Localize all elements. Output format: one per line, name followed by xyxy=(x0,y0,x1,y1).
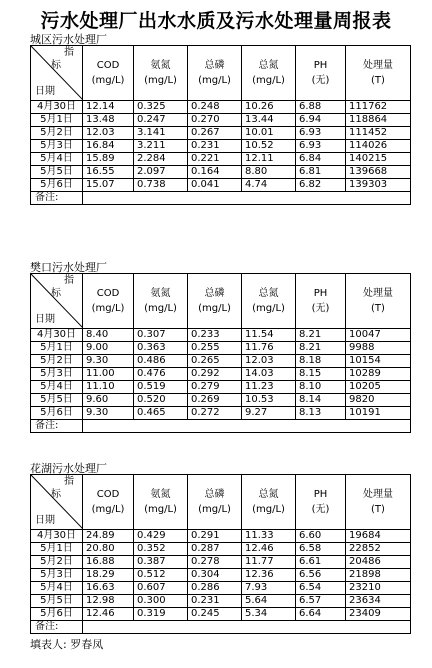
ammonia-cell: 0.607 xyxy=(134,582,188,595)
table-row xyxy=(31,394,411,407)
total-nitrogen-cell: 4.74 xyxy=(242,179,296,192)
date-cell: 5月6日 xyxy=(31,407,83,420)
volume-cell: 111452 xyxy=(346,127,411,140)
ammonia-cell: 3.141 xyxy=(134,127,188,140)
total-nitrogen-cell: 10.53 xyxy=(242,394,296,407)
total-nitrogen-cell: 12.46 xyxy=(242,543,296,556)
ph-cell: 6.60 xyxy=(296,530,346,543)
corner-header-cell xyxy=(31,475,83,530)
column-name: 总氮 xyxy=(258,60,279,71)
volume-cell: 23409 xyxy=(346,608,411,621)
cod-cell: 12.14 xyxy=(83,101,134,114)
total-phosphorus-cell: 0.279 xyxy=(188,381,242,394)
total-nitrogen-cell: 11.76 xyxy=(242,342,296,355)
date-cell: 5月2日 xyxy=(31,556,83,569)
column-name: PH xyxy=(313,288,328,299)
column-unit: (mg/L) xyxy=(252,75,285,86)
ph-cell: 6.61 xyxy=(296,556,346,569)
total-phosphorus-cell: 0.304 xyxy=(188,569,242,582)
cod-cell: 15.07 xyxy=(83,179,134,192)
column-unit: (mg/L) xyxy=(252,504,285,515)
volume-cell: 10154 xyxy=(346,355,411,368)
column-header-cod xyxy=(83,274,134,329)
remark-row xyxy=(31,420,411,433)
total-phosphorus-cell: 0.245 xyxy=(188,608,242,621)
ph-cell: 8.21 xyxy=(296,329,346,342)
total-nitrogen-cell: 5.34 xyxy=(242,608,296,621)
column-name: COD xyxy=(96,60,120,71)
column-header-ph xyxy=(296,46,346,101)
total-phosphorus-cell: 0.278 xyxy=(188,556,242,569)
ph-cell: 6.81 xyxy=(296,166,346,179)
column-header-volume xyxy=(346,274,411,329)
column-name: 总氮 xyxy=(258,288,279,299)
table-row xyxy=(31,530,411,543)
ammonia-cell: 0.300 xyxy=(134,595,188,608)
corner-label-indicator: 指 xyxy=(64,275,74,286)
date-cell: 4月30日 xyxy=(31,329,83,342)
ammonia-cell: 0.738 xyxy=(134,179,188,192)
date-cell: 5月5日 xyxy=(31,166,83,179)
cod-cell: 16.88 xyxy=(83,556,134,569)
table-row xyxy=(31,595,411,608)
total-nitrogen-cell: 11.33 xyxy=(242,530,296,543)
ph-cell: 6.84 xyxy=(296,153,346,166)
cod-cell: 9.30 xyxy=(83,355,134,368)
date-cell: 4月30日 xyxy=(31,530,83,543)
total-nitrogen-cell: 13.44 xyxy=(242,114,296,127)
ammonia-cell: 0.429 xyxy=(134,530,188,543)
corner-label-date: 日期 xyxy=(35,515,55,526)
cod-cell: 12.03 xyxy=(83,127,134,140)
cod-cell: 8.40 xyxy=(83,329,134,342)
column-header-ph xyxy=(296,475,346,530)
table-row xyxy=(31,569,411,582)
column-name: COD xyxy=(96,489,120,500)
column-header-volume xyxy=(346,475,411,530)
column-name: 总磷 xyxy=(204,60,225,71)
corner-label-mark: 标 xyxy=(51,489,61,500)
column-name: 氨氮 xyxy=(150,60,171,71)
date-cell: 5月3日 xyxy=(31,569,83,582)
ph-cell: 6.54 xyxy=(296,582,346,595)
corner-label-mark: 标 xyxy=(51,60,61,71)
column-unit: (mg/L) xyxy=(198,303,231,314)
ph-cell: 8.18 xyxy=(296,355,346,368)
remark-label: 备注: xyxy=(31,192,83,205)
table-row xyxy=(31,153,411,166)
volume-cell: 9820 xyxy=(346,394,411,407)
column-header-cod xyxy=(83,46,134,101)
date-cell: 5月2日 xyxy=(31,127,83,140)
total-nitrogen-cell: 10.52 xyxy=(242,140,296,153)
section-name-chengqu: 城区污水处理厂 xyxy=(30,33,107,46)
filler-signature: 填表人: 罗春凤 xyxy=(30,638,104,651)
ammonia-cell: 2.097 xyxy=(134,166,188,179)
table-row xyxy=(31,329,411,342)
total-phosphorus-cell: 0.287 xyxy=(188,543,242,556)
report-table-fankou xyxy=(30,273,411,433)
date-cell: 5月5日 xyxy=(31,394,83,407)
column-name: PH xyxy=(313,60,328,71)
remark-label: 备注: xyxy=(31,621,83,634)
volume-cell: 21898 xyxy=(346,569,411,582)
total-nitrogen-cell: 8.80 xyxy=(242,166,296,179)
ammonia-cell: 0.476 xyxy=(134,368,188,381)
volume-cell: 114026 xyxy=(346,140,411,153)
total-phosphorus-cell: 0.231 xyxy=(188,595,242,608)
volume-cell: 9988 xyxy=(346,342,411,355)
column-unit: (mg/L) xyxy=(198,75,231,86)
cod-cell: 16.84 xyxy=(83,140,134,153)
ph-cell: 6.88 xyxy=(296,101,346,114)
total-phosphorus-cell: 0.248 xyxy=(188,101,242,114)
column-name: COD xyxy=(96,288,120,299)
table-row xyxy=(31,355,411,368)
total-phosphorus-cell: 0.269 xyxy=(188,394,242,407)
column-header-ph xyxy=(296,274,346,329)
ph-cell: 6.94 xyxy=(296,114,346,127)
section-name-fankou: 樊口污水处理厂 xyxy=(30,261,107,274)
column-header-ammonia xyxy=(134,274,188,329)
volume-cell: 139303 xyxy=(346,179,411,192)
total-phosphorus-cell: 0.267 xyxy=(188,127,242,140)
cod-cell: 24.89 xyxy=(83,530,134,543)
date-cell: 5月1日 xyxy=(31,114,83,127)
total-phosphorus-cell: 0.286 xyxy=(188,582,242,595)
column-unit: (mg/L) xyxy=(91,75,125,86)
volume-cell: 10205 xyxy=(346,381,411,394)
total-nitrogen-cell: 12.36 xyxy=(242,569,296,582)
total-phosphorus-cell: 0.221 xyxy=(188,153,242,166)
header-row xyxy=(31,274,411,329)
cod-cell: 11.00 xyxy=(83,368,134,381)
corner-header-cell xyxy=(31,46,83,101)
total-phosphorus-cell: 0.270 xyxy=(188,114,242,127)
cod-cell: 9.00 xyxy=(83,342,134,355)
date-cell: 5月3日 xyxy=(31,368,83,381)
column-name: 总磷 xyxy=(204,489,225,500)
ammonia-cell: 0.319 xyxy=(134,608,188,621)
ammonia-cell: 0.247 xyxy=(134,114,188,127)
table-row xyxy=(31,543,411,556)
ph-cell: 6.93 xyxy=(296,127,346,140)
date-cell: 5月4日 xyxy=(31,582,83,595)
volume-cell: 23634 xyxy=(346,595,411,608)
column-unit: (mg/L) xyxy=(144,303,177,314)
header-row xyxy=(31,475,411,530)
table-row xyxy=(31,166,411,179)
volume-cell: 10289 xyxy=(346,368,411,381)
ammonia-cell: 0.519 xyxy=(134,381,188,394)
ammonia-cell: 2.284 xyxy=(134,153,188,166)
total-nitrogen-cell: 12.03 xyxy=(242,355,296,368)
column-unit: (mg/L) xyxy=(91,504,125,515)
cod-cell: 15.89 xyxy=(83,153,134,166)
cod-cell: 9.30 xyxy=(83,407,134,420)
ph-cell: 8.10 xyxy=(296,381,346,394)
total-nitrogen-cell: 12.11 xyxy=(242,153,296,166)
ammonia-cell: 0.520 xyxy=(134,394,188,407)
volume-cell: 118864 xyxy=(346,114,411,127)
table-row xyxy=(31,582,411,595)
volume-cell: 20486 xyxy=(346,556,411,569)
cod-cell: 12.46 xyxy=(83,608,134,621)
cod-cell: 16.55 xyxy=(83,166,134,179)
table-row xyxy=(31,101,411,114)
volume-cell: 23210 xyxy=(346,582,411,595)
ammonia-cell: 0.465 xyxy=(134,407,188,420)
remark-row xyxy=(31,621,411,634)
table-row xyxy=(31,556,411,569)
ph-cell: 8.14 xyxy=(296,394,346,407)
table-row xyxy=(31,140,411,153)
column-name: 氨氮 xyxy=(150,288,171,299)
column-name: 处理量 xyxy=(363,60,393,71)
table-row xyxy=(31,127,411,140)
volume-cell: 111762 xyxy=(346,101,411,114)
column-name: 总氮 xyxy=(258,489,279,500)
total-phosphorus-cell: 0.255 xyxy=(188,342,242,355)
ph-cell: 6.82 xyxy=(296,179,346,192)
column-unit: (mg/L) xyxy=(144,504,177,515)
date-cell: 5月4日 xyxy=(31,153,83,166)
date-cell: 5月4日 xyxy=(31,381,83,394)
header-row xyxy=(31,46,411,101)
report-table-chengqu xyxy=(30,45,411,205)
cod-cell: 12.98 xyxy=(83,595,134,608)
remark-row xyxy=(31,192,411,205)
remark-value xyxy=(83,621,411,634)
column-name: PH xyxy=(313,489,328,500)
cod-cell: 18.29 xyxy=(83,569,134,582)
column-header-total-nitrogen xyxy=(242,475,296,530)
ph-cell: 6.56 xyxy=(296,569,346,582)
total-phosphorus-cell: 0.292 xyxy=(188,368,242,381)
column-unit: (T) xyxy=(371,303,385,314)
column-name: 处理量 xyxy=(363,288,393,299)
ammonia-cell: 0.387 xyxy=(134,556,188,569)
total-nitrogen-cell: 9.27 xyxy=(242,407,296,420)
corner-label-date: 日期 xyxy=(35,86,55,97)
section-name-huahu: 花湖污水处理厂 xyxy=(30,462,107,475)
ammonia-cell: 0.512 xyxy=(134,569,188,582)
table-row xyxy=(31,407,411,420)
table-row xyxy=(31,114,411,127)
ph-cell: 6.93 xyxy=(296,140,346,153)
date-cell: 5月6日 xyxy=(31,608,83,621)
corner-label-mark: 标 xyxy=(51,288,61,299)
total-nitrogen-cell: 11.77 xyxy=(242,556,296,569)
total-phosphorus-cell: 0.233 xyxy=(188,329,242,342)
date-cell: 5月2日 xyxy=(31,355,83,368)
table-row xyxy=(31,608,411,621)
volume-cell: 19684 xyxy=(346,530,411,543)
corner-label-indicator: 指 xyxy=(64,476,74,487)
cod-cell: 9.60 xyxy=(83,394,134,407)
total-nitrogen-cell: 11.23 xyxy=(242,381,296,394)
volume-cell: 139668 xyxy=(346,166,411,179)
cod-cell: 20.80 xyxy=(83,543,134,556)
total-nitrogen-cell: 7.93 xyxy=(242,582,296,595)
column-unit: (无) xyxy=(311,504,330,515)
ammonia-cell: 3.211 xyxy=(134,140,188,153)
total-phosphorus-cell: 0.164 xyxy=(188,166,242,179)
table-row xyxy=(31,179,411,192)
date-cell: 5月6日 xyxy=(31,179,83,192)
date-cell: 5月5日 xyxy=(31,595,83,608)
table-row xyxy=(31,342,411,355)
ammonia-cell: 0.307 xyxy=(134,329,188,342)
corner-header-cell xyxy=(31,274,83,329)
column-header-total-phosphorus xyxy=(188,475,242,530)
column-unit: (mg/L) xyxy=(144,75,177,86)
ph-cell: 8.13 xyxy=(296,407,346,420)
column-name: 氨氮 xyxy=(150,489,171,500)
total-phosphorus-cell: 0.272 xyxy=(188,407,242,420)
volume-cell: 140215 xyxy=(346,153,411,166)
column-unit: (无) xyxy=(311,303,330,314)
remark-label: 备注: xyxy=(31,420,83,433)
ph-cell: 6.64 xyxy=(296,608,346,621)
ph-cell: 8.21 xyxy=(296,342,346,355)
corner-label-indicator: 指 xyxy=(64,47,74,58)
table-row xyxy=(31,368,411,381)
column-header-volume xyxy=(346,46,411,101)
total-phosphorus-cell: 0.291 xyxy=(188,530,242,543)
total-nitrogen-cell: 14.03 xyxy=(242,368,296,381)
column-unit: (mg/L) xyxy=(252,303,285,314)
total-nitrogen-cell: 11.54 xyxy=(242,329,296,342)
report-table-huahu xyxy=(30,474,411,634)
total-nitrogen-cell: 10.01 xyxy=(242,127,296,140)
total-nitrogen-cell: 10.26 xyxy=(242,101,296,114)
ammonia-cell: 0.363 xyxy=(134,342,188,355)
volume-cell: 10191 xyxy=(346,407,411,420)
column-unit: (T) xyxy=(371,504,385,515)
column-unit: (mg/L) xyxy=(91,303,125,314)
total-phosphorus-cell: 0.041 xyxy=(188,179,242,192)
ph-cell: 8.15 xyxy=(296,368,346,381)
remark-value xyxy=(83,192,411,205)
volume-cell: 22852 xyxy=(346,543,411,556)
volume-cell: 10047 xyxy=(346,329,411,342)
cod-cell: 16.63 xyxy=(83,582,134,595)
column-unit: (mg/L) xyxy=(198,504,231,515)
ammonia-cell: 0.325 xyxy=(134,101,188,114)
column-header-total-phosphorus xyxy=(188,274,242,329)
column-header-total-nitrogen xyxy=(242,46,296,101)
ph-cell: 6.57 xyxy=(296,595,346,608)
column-header-total-phosphorus xyxy=(188,46,242,101)
cod-cell: 11.10 xyxy=(83,381,134,394)
date-cell: 4月30日 xyxy=(31,101,83,114)
column-unit: (无) xyxy=(311,75,330,86)
ammonia-cell: 0.352 xyxy=(134,543,188,556)
report-title: 污水处理厂出水水质及污水处理量周报表 xyxy=(40,10,392,32)
cod-cell: 13.48 xyxy=(83,114,134,127)
column-name: 总磷 xyxy=(204,288,225,299)
column-header-ammonia xyxy=(134,475,188,530)
column-header-total-nitrogen xyxy=(242,274,296,329)
remark-value xyxy=(83,420,411,433)
date-cell: 5月1日 xyxy=(31,342,83,355)
total-phosphorus-cell: 0.265 xyxy=(188,355,242,368)
date-cell: 5月3日 xyxy=(31,140,83,153)
ammonia-cell: 0.486 xyxy=(134,355,188,368)
column-header-ammonia xyxy=(134,46,188,101)
column-unit: (T) xyxy=(371,75,385,86)
total-nitrogen-cell: 5.64 xyxy=(242,595,296,608)
column-header-cod xyxy=(83,475,134,530)
corner-label-date: 日期 xyxy=(35,314,55,325)
ph-cell: 6.58 xyxy=(296,543,346,556)
date-cell: 5月1日 xyxy=(31,543,83,556)
total-phosphorus-cell: 0.231 xyxy=(188,140,242,153)
table-row xyxy=(31,381,411,394)
column-name: 处理量 xyxy=(363,489,393,500)
